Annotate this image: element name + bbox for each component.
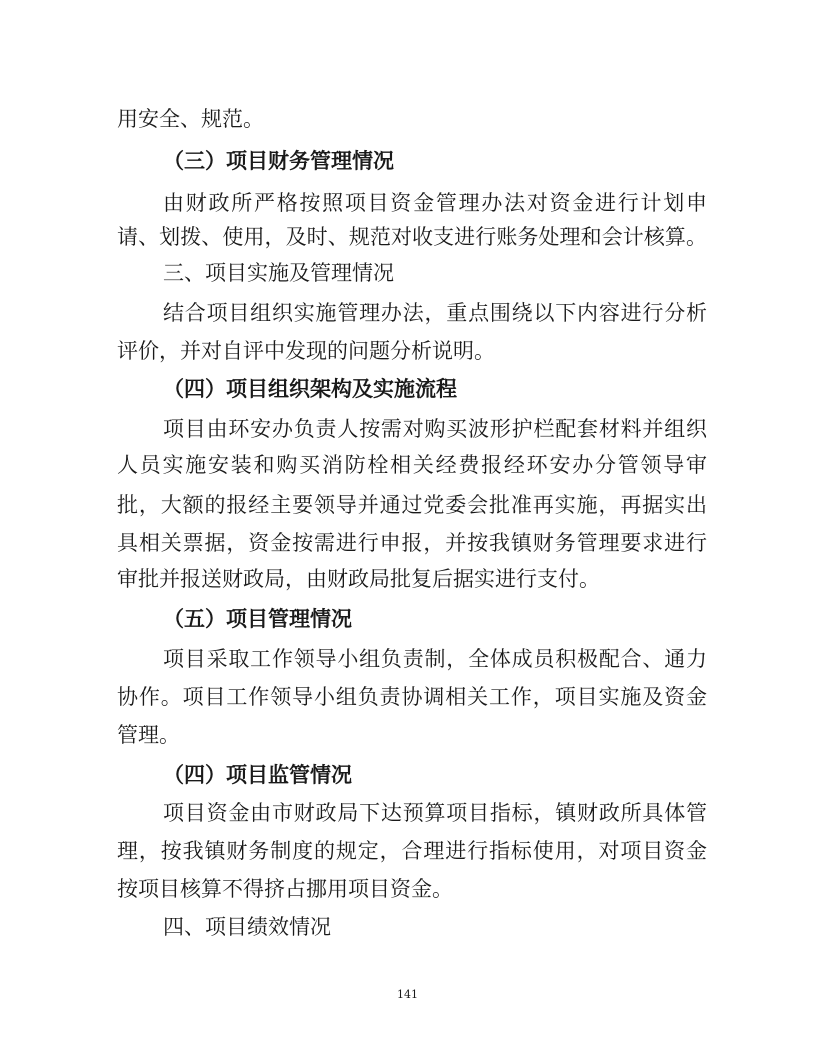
paragraph-line: 人员实施安装和购买消防栓相关经费报经环安办分管领导审	[117, 453, 707, 477]
paragraph-line: 由财政所严格按照项目资金管理办法对资金进行计划申	[163, 191, 707, 215]
paragraph-line: 项目资金由市财政局下达预算项目指标，镇财政所具体管	[163, 801, 707, 825]
section-heading: （五）项目管理情况	[163, 606, 352, 631]
section-heading: （三）项目财务管理情况	[163, 148, 394, 173]
section-heading: 四、项目绩效情况	[163, 915, 331, 939]
page-number: 141	[397, 988, 418, 1001]
paragraph-line: 项目采取工作领导小组负责制，全体成员积极配合、通力	[163, 647, 707, 671]
paragraph-line: 按项目核算不得挤占挪用项目资金。	[117, 877, 453, 901]
section-heading: 三、项目实施及管理情况	[163, 261, 394, 285]
paragraph-line: 项目由环安办负责人按需对购买波形护栏配套材料并组织	[163, 417, 707, 441]
paragraph-line: 审批并报送财政局，由财政局批复后据实进行支付。	[117, 567, 600, 591]
paragraph-line: 批，大额的报经主要领导并通过党委会批准再实施，再据实出	[117, 493, 707, 517]
paragraph-line: 结合项目组织实施管理办法，重点围绕以下内容进行分析	[163, 301, 707, 325]
section-heading: （四）项目监管情况	[163, 762, 352, 787]
section-heading: （四）项目组织架构及实施流程	[163, 376, 457, 401]
paragraph-line: 协作。项目工作领导小组负责协调相关工作，项目实施及资金	[117, 685, 707, 709]
paragraph-line: 具相关票据，资金按需进行申报，并按我镇财务管理要求进行	[117, 531, 707, 555]
paragraph-line: 用安全、规范。	[117, 107, 264, 131]
paragraph-line: 评价，并对自评中发现的问题分析说明。	[117, 339, 495, 363]
paragraph-line: 理，按我镇财务制度的规定，合理进行指标使用，对项目资金	[117, 839, 707, 863]
paragraph-line: 请、划拨、使用，及时、规范对收支进行账务处理和会计核算。	[117, 225, 707, 249]
paragraph-line: 管理。	[117, 723, 180, 747]
